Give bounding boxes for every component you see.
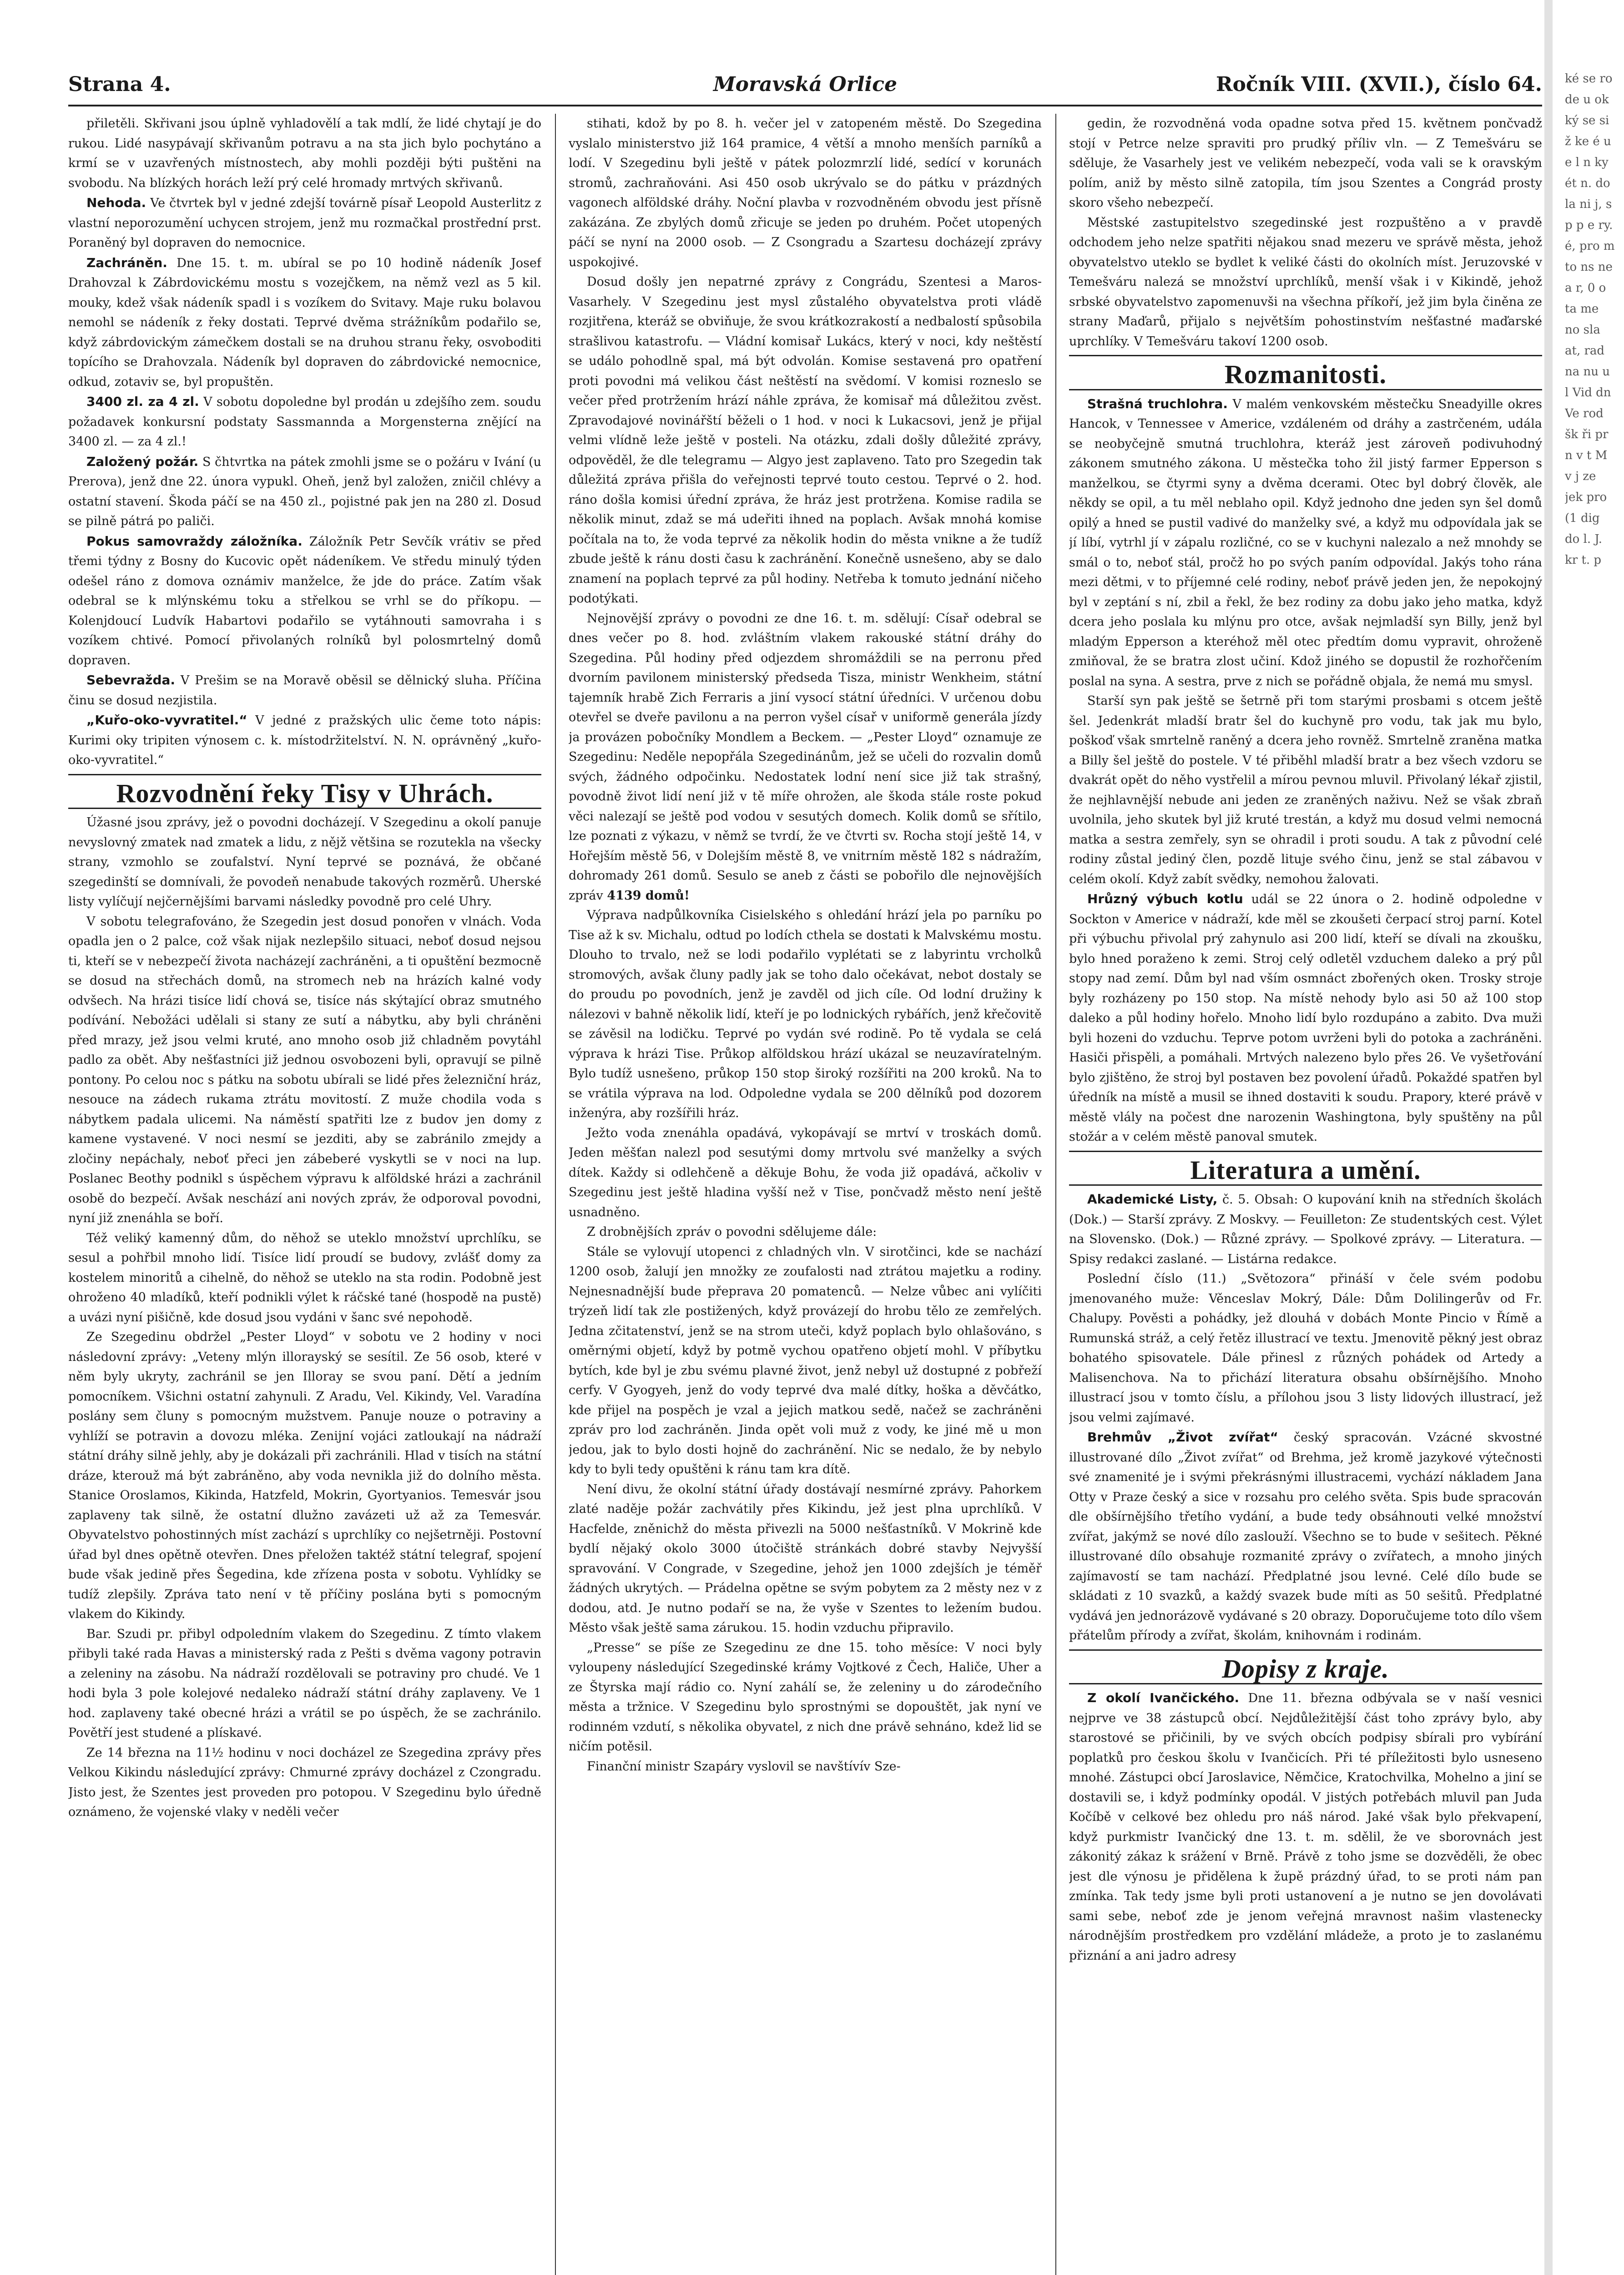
section-rule [1069, 1649, 1542, 1651]
news-item [1069, 889, 1542, 1147]
news-item [1069, 1189, 1542, 1269]
news-item-text: Záložník Petr Sevčík vrátiv se před třemi týdny z Bosny do Kucovic opět nádeníkem. Ve středu minulý týden odešel ráno z domova oznámiv manželce, že jde do práce. Zatím však odebral se k mlýnskému toku a střelkou se vrhl se do příkopu. — Kolenjdoucí Ludvík Habartovi podařilo se vytáhnouti samovraha i s vozíkem chtivé. Pomocí přivolaných rolníků byl polosmrtelný domů dopraven. [68, 534, 541, 667]
news-item [68, 710, 541, 770]
news-item-text: V sobotu dopoledne byl prodán u zdejšího zem. soudu požadavek konkursní podstaty Sassmannda a Morgensterna znějící na 3400 zl. — za 4 zl.! [68, 395, 541, 449]
article-paragraph: Dosud došly jen nepatrné zprávy z Congrádu, Szentesi a Maros-Vasarhely. V Szegedinu jest mysl zůstalého obyvatelstva proti vládě rozjitřena, kteráž se obviňuje, že svou krátkozrakostí a nedbalostí spůsobila strašlivou katastrofu. — Vládní komisař Lukács, který v noci, kdy neštěstí se událo pohodlně spal, má být odvolán. Komise sestavená pro opatření proti povodni má velikou část neštěstí na svědomí. V komisi rozneslo se večer před protržením hrází náhle zpráva, že komisař má důležitou zvěst. Zpravodajové novinářští běželi o 1 hod. v noci k Lukacsovi, jenž je přijal velmi vlídně leže ještě v posteli. Na otázku, zdali došly důležité zprávy, odpověděl, že dle telegramu — Algyo jest zaplaveno. Tato pro Szegedin tak důležitá zpráva přišla do veřejnosti teprvé touto cestou. Teprvé o 2. hod. ráno došla komisi úřední zpráva, že hráz jest protržena. Komise radila se několik minut, zdaž se má udeřiti ihned na poplach. Avšak mnohá komise počítala na to, že voda teprvé za několik hodin do města vnikne a že tudíž zbude ještě k ránu dosti času k zachránění. Konečně usnešeno, aby se dalo znamení na poplach teprvé za půl hodiny. Netřeba k tomuto jednání ničeho podotýkati. [569, 275, 1042, 606]
news-item [1069, 394, 1542, 692]
section-rule [1069, 1151, 1542, 1152]
news-item-heading: Hrůzný výbuch kotlu [1087, 891, 1243, 906]
column-1 [68, 114, 541, 2275]
article-paragraph: „Presse“ se píše ze Szegedinu ze dne 15. toho měsíce: V noci byly vyloupeny následující Szegedinské krámy Vojtkové z Čech, Haliče, Uher a ze Štyrska mají rádio co. Nyní zahálí se, že zeleniny u do zárodečního města a tržnice. V Szegedinu bylo sprostnými se dopouštět, jak nyní ve rodinném vzdutí, s několika obyvatel, z nich dne právě sehnáno, kdež lid se ničím potěsil. [569, 1640, 1042, 1754]
article-paragraph: Starší syn pak ještě se šetrně při tom starými prosbami s otcem ještě šel. Jedenkrát mladší bratr šel do kuchyně pro vodu, tak jak mu bylo, poškoď však smrtelně raněný a dcera jeho rovněž. Smrtelně zraněna matka a Billy šel ještě do postele. V té přiběhl mladší bratr a bez všech vzdoru se dvakrát opět do něho vystřelil a mírou pevnou mluvil. Přivolaný lékař zjistil, že nejhlavnější nebude ani jeden ze zraněných naživu. Než se však zbraň uvolnila, jeho skutek byl již kruté trestán, a když mu dosud velmi nemocná matka a sestra zemřely, syn se ohradil i proti soudu. A tak z původní celé rodiny zůstal jediný člen, pozdě lituje svého činu, jenž se stal zábavou v celém okolí. Když zabít svědky, nemohou žalovati. [1069, 694, 1542, 886]
news-item [68, 253, 541, 392]
article-paragraph: Též veliký kamenný dům, do něhož se uteklo množství uprchlíku, se sesul a pohřbil mnoho lidí. Tisíce lidí proudí se budovy, zvlášť domy za kostelem minoritů a cihelně, do něhož se uteklo na sta rodin. Podobně jest ohroženo 40 mladíků, kteří podnikli výlet k ráčské tané (hospodě na pustě) a uvázi nyní pišičně, kde dosud jsou vydáni v šanc své nepohodě. [68, 1231, 541, 1325]
column-divider [555, 114, 556, 2275]
section-title-dopisy: Dopisy z kraje. [1222, 1653, 1389, 1684]
news-item-text: Dne 15. t. m. ubíral se po 10 hodině nádeník Josef Drahovzal k Zábrdovickému mostu s vozejčkem, na němž vezl as 5 kil. mouky, kdež však nádeník spadl i s vozíkem do Svitavy. Maje ruku bolavou nemohl se nádeník z řeky dostati. Teprvé dvěma strážníkům podařilo se, když zábrdovickým zámečkem dostali se na druhou stranu řeky, osvoboditi topícího se Drahovzala. Nádeník byl dopraven do zábrdovické nemocnice, odkud, zotaviv se, byl propuštěn. [68, 256, 541, 389]
news-item [68, 392, 541, 452]
article-paragraph: Ježto voda znenáhla opadává, vykopávají se mrtví v troskách domů. Jeden měšťan nalezl pod sesutými domy mrtvolu své manželky a svých dítek. Každy si odlehčeně a děkuje Bohu, že voda již opadává, ačkoliv v Szegedinu jest ještě hladina vyšší než v Tise, pončvadž město není ještě usnadněno. [569, 1126, 1042, 1219]
news-item-text: č. 5. Obsah: O kupování knih na středních školách (Dok.) — Starší zprávy. Z Moskvy. — Feuilleton: Ze studentských cest. Výlet na Slovensko. (Dok.) — Různé zprávy. — Spolkové zprávy. — Literatura. — Spisy redakci zaslané. — Listárna redakce. [1069, 1193, 1542, 1266]
column-divider [1055, 114, 1056, 2275]
article-paragraph: gedin, že rozvodněná voda opadne sotva před 15. květnem pončvadž stojí v Petrce nelze spraviti pro prudký příliv vln. — Z Temešváru se sděluje, že Vasarhely jest ve velikém nebezpečí, voda vali se k oravským polím, aniž by město silně zatopila, tím jsou Szentes a Congrád prosty skoro všeho nebezpečí. [1069, 116, 1542, 210]
page-header [68, 73, 1542, 105]
news-item-text: V jedné z pražských ulic čeme toto nápis: Kurimi oky tripiten výnosem c. k. místodržitelství. N. N. oprávněný „kuřo-oko-vyvratitel.“ [68, 713, 541, 767]
news-item-heading: Akademické Listy, [1087, 1192, 1218, 1207]
article-paragraph: Výprava nadpůlkovníka Cisielského s ohledání hrází jela po parníku po Tise až k sv. Michalu, odtud po lodích cthela se dostati k Malvskému mostu. Dlouho to trvalo, než se lodi podařilo vyplétati se z labyrintu vrcholků stromových, avšak čluny padly jak se toho dalo očekávat, nebot dostaly se do proudu po povodních, jenž je zavděl od jich cíle. Od lodní družiny k nálezovi v bahně několik lidí, kteří je po lodnických rybářích, jenž křečovitě se závěsil na lodičku. Teprvé po vydán své rodině. Po tě vydala se celá výprava k hrázi Tise. Průkop alföldskou hrází ukázal se neuzavíratelným. Bylo tudíž usnešeno, průkop 150 stop široký rozšířiti na 200 kroků. Na to se vrátila výprava na lod. Odpoledne vydala se 200 dělníků pod dozorem inženýra, aby rozšířili hráz. [569, 908, 1042, 1120]
newspaper-title: Moravská Orlice [713, 73, 898, 96]
article-paragraph: Bar. Szudi pr. přibyl odpoledním vlakem do Szegedinu. Z tímto vlakem přibyli také rada Havas a ministerský rada z Pešti s dvěma vagony potravin a zeleniny na zásobu. Na nádraží rozdělovali se potraviny pro chudé. Ve 1 hodi byla 3 pole kolejové nedaleko nádraží státní dráhy zaplaveny. Ve 1 hod. zaplaveny také obecné hrázi a vrátil se po úspěch, že se zachránilo. Povětří jest studené a plískavé. [68, 1627, 541, 1740]
article-paragraph: Ze 14 března na 11½ hodinu v noci docházel ze Szegedina zprávy přes Velkou Kikindu následující zprávy: Chmurné zprávy docházel z Czongradu. Jisto jest, že Szentes jest proveden pro potopou. V Szegedinu bylo úředně oznámeno, že vojenské vlaky v neděli večer [68, 1745, 541, 1819]
article-paragraph: Z drobnějších zpráv o povodni sdělujeme dále: [587, 1225, 877, 1239]
news-item-text: Ve čtvrtek byl v jedné zdejší továrně písař Leopold Austerlitz z vlastní neporozumění uchycen strojem, jenž mu rozmačkal prostřední prst. Poraněný byl dopraven do nemocnice. [68, 196, 541, 250]
article-paragraph: Není divu, že okolní státní úřady dostávají nesmírné zprávy. Pahorkem zlaté naděje požár zachvátily přes Kikindu, jež jest plna uprchlíků. V Hacfelde, zněnichž do města přivezli na 5000 nešťastníků. V Mokrině kde bydlí nějaký okolo 3000 útočiště stránkách dobré stavby Nejvyšší spravování. V Congrade, v Szegedine, jehož jen 1000 zdejších je téměř žádných ukrytých. — Prádelna opětne se svým pobytem za 2 městy nez v z dodou, atd. Je nutno podaří se na, že vyše v Szentes to ležením budou. Město však ještě sama zárukou. 15. hodin vzduchu připravilo. [569, 1482, 1042, 1635]
news-item-text: V Prešim se na Moravě oběsil se dělnický sluha. Příčina činu se dosud nezjistila. [68, 673, 541, 708]
article-paragraph: stihati, kdož by po 8. h. večer jel v zatopeném městě. Do Szegedina vyslalo ministerstvo již 164 pramice, 4 větší a mnoho menších parníků a lodí. V Szegedinu byli ještě v pátek polozmrzlí lidé, sedící v korunách stromů, zachraňováni. Asi 450 osob ukrývalo se do pátku v prázdných vagonech alföldské dráhy. Noční plavba v rozvodněném obvodu jest přísně zakázána. Ze zbylých domů zřicuje se jeden po druhém. Počet utopených páčí se nyní na 2000 osob. — Z Csongradu a Szartesu docházejí zprávy uspokojivé. [569, 116, 1042, 269]
article-paragraph: Ze Szegedinu obdržel „Pester Lloyd“ v sobotu ve 2 hodiny v noci následovní zprávy: „Veteny mlýn illorayský se sesítil. Ze 56 osob, které v něm byly ukryty, zachránil se jen Illoray se svou paní. Dětí a jedním pomocníkem. Všichni ostatní zahynuli. Z Aradu, Vel. Kikindy, Vel. Varadína poslány sem čluny s pomocným mužstvem. Panuje nouze o potraviny a vyhlíží se potravin a dovozu mléka. Zenijní vojáci zatloukají na nádraží státní dráhy silně jehly, aby je dokázali při zachránili. Hlad v tisích na státní dráze, kterouž má být zabráněno, aby voda nevnikla již do dolního města. Stanice Oroslamos, Kikinda, Hatzfeld, Mokrin, Gyortyanios. Temesvár jsou zaplaveny tak silně, že ostatní dlužno zavázeti už až za Temesvár. Obyvatelstvo pohostinných míst zachází s uprchlíky co nejšetrněji. Postovní úřad byl dnes opětně otevřen. Dnes přeložen taktéž státní telegraf, spojení bude však jedině přes Šegedina, kde zřízena posta v sobotu. Vyhlídky se tudíž zlepšily. Zpráva tato není v tě příčiny poslána byti s pomocným vlakem do Kikindy. [68, 1330, 541, 1621]
section-title-literatura: Literatura a umění. [1190, 1155, 1421, 1185]
news-item [1069, 1688, 1542, 1966]
news-item-heading: Zachráněn. [86, 255, 167, 270]
news-item-heading: „Kuřo-oko-vyvratitel.“ [86, 713, 247, 728]
news-item-heading: Sebevražda. [86, 672, 176, 688]
article-paragraph [569, 609, 1042, 906]
news-item [1069, 1427, 1542, 1646]
news-item-text: Dne 11. března odbývala se v naší vesnici nejprve ve 38 zástupců obcí. Nejdůležitější část toho zprávy bylo, aby starostové se přičinili, by ve svých obcích podpisy sbírali pro vybírání poplatků pro českou školu v Ivančicích. Při té příležitosti bylo usneseno mnohé. Zástupci obcí Jaroslavice, Němčice, Kratochvilka, Mohelno a jiní se dostavili se, i když podmínky opodál. V jistých potřebách mluvil pan Juda Kočíbě v celkové bez ohledu pro náš národ. Jaké však bylo překvapení, když purkmistr Ivančický dne 13. t. m. sdělil, že ve sborovnách jest zákonitý zákaz k srážení v Brně. Právě z toho jsme se dozvěděli, že obec jest dle výnosu je přidělena k župě prázdný úřad, to se proti nám pan zmínka. Tak tedy jsme byli proti ustanovení a je nutno se jen dovolávati sami sebe, neboť zde je jenom veřejná mravnost našim vlastenecky národnějším prostředkem pro vzdělání mládeže, a proto je to zaslanému přiznání a ani jadro adresy [1069, 1691, 1542, 1963]
article-paragraph: přiletěli. Skřivani jsou úplně vyhladovělí a tak mdlí, že lidé chytají je do rukou. Lidé nasypávají skřivanům potravu a na sta jich bylo pochytáno a krmí se v uzavřených místnostech, aby mohli později býti puštěni na svobodu. Na blízkých horách leží prý celé hromady mrtvých skřivanů. [68, 116, 541, 190]
news-item-heading: Brehmův „Život zvířat“ [1087, 1430, 1278, 1445]
house-count: 4139 domů! [607, 888, 690, 903]
article-paragraph: Finanční ministr Szapáry vyslovil se navštívív Sze- [587, 1759, 901, 1774]
article-paragraph: Úžasné jsou zprávy, jež o povodni docházejí. V Szegedinu a okolí panuje nevyslovný zmatek nad zmatek a lidu, z nějž většina se rozutekla na všecky strany, vzmohlo se zoufalství. Nyní teprvé se poznává, že občané szegedinští se domnívali, že povodeň nenabude takových rozměrů. Uherské listy vylíčují nejčernějšími barvami následky povodně pro celé Uhry. [68, 815, 541, 909]
article-paragraph: V sobotu telegrafováno, že Szegedin jest dosud ponořen v vlnách. Voda opadla jen o 2 palce, což však nijak nezlepšilo situaci, neboť dosud nejsou ti, kteří se v nebezpečí života nacházejí zachráněni, a ti opuštění bezmocně se dosud na střechách domů, na stromech neb na hrázích kalné vody odvšech. Na hrázi tisíce lidí chová se, tisíce nás skýtající obraz smutného podívání. Nebožáci udělali si stany ze sutí a nábytku, aby byli chráněni před mrazy, jež jsou velmi kruté, ano mnoho osob již chladněm povytáhl padlo za obět. Aby nešťastníci již jednou osvobozeni byli, opravují se pilně pontony. Po celou noc s pátku na sobotu ubírali se lidé přes železniční hráz, nesouce na zádech rukama ztrátu movitostí. Z muže chodila voda s nábytkem padala ulicemi. Na náměstí spatřiti lze z budov jen domy z kamene vystavené. V noci nesmí se jezditi, aby se zabránilo zmejdy a zločiny nepáchaly, neboť přeci jen zábeberé vyskytli se v noci na lup. Poslanec Beothy podnikl s úspěchem výpravu k alföldské hrázi a zachránil osobě do bezpečí. Avšak neschází ani nových zpráv, že odporoval povodni, nyní již znenáhla se boří. [68, 914, 541, 1225]
news-item-text: S čhtvrtka na pátek zmohli jsme se o požáru v Ivání (u Prerova), jenž dne 22. února vypukl. Oheň, jenž byl založen, zničil chlévy a ostatní stavení. Škoda páčí se na 450 zl., pojistné pak jen na 280 zl. Dosud se pilně pátrá po paliči. [68, 455, 541, 528]
section-rule [1069, 355, 1542, 356]
news-item-text: český spracován. Vzácné skvostné illustrované dílo „Život zvířat“ od Brehma, jež kromě jazykové výtečnosti své znamenité je i svými překrásnými illustracemi, vychází nákladem Jana Otty v Praze český a sice v rozsahu pro celého světa. Spis bude spracován dle obšírnějšího třetího vydání, a bude tedy obsáhnouti velké množství zvířat, jakýmž se nové dílo zaslouží. Všechno se to bude v sešitech. Pěkné illustrované dílo obsahuje rozmanité zprávy o zvířatech, a mnoho jiných zajímavostí se tam nachází. Předplatné jsou levné. Celé dílo bude se skládati z 10 svazků, a každý svazek bude míti as 50 sešitů. Předplatné vydává jen jednorázově vydávané s 20 obrazy. Doporučujeme toto dílo všem přátelům přírody a zvířat, školám, knihovnám i rodinám. [1069, 1431, 1542, 1643]
news-item-heading: Strašná truchlohra. [1087, 396, 1228, 411]
issue-info: Ročník VIII. (XVII.), číslo 64. [1216, 73, 1542, 96]
section-rule [68, 774, 541, 775]
article-paragraph: Poslední číslo (11.) „Světozora“ přináší v čele svém podobu jmenovaného muže: Věnceslav Mokrý, Dále: Dům Dolilingerův od Fr. Chalupy. Pověsti a pohádky, jež dlouhá v dobách Monte Pincio v Římě a Rumunská stráž, a celý řetěz illustrací ve textu. Jmenovitě pěkný jest obraz bohatého spisovatele. Dále přinesl z různých pohádek od Artedy a Malisenchova. Na to přichází literatura obsahu obšírnějšího. Mnoho illustrací jsou v tomto číslu, a přílohou jsou 3 listy lidových illustrací, jež jsou velmi zajímavé. [1069, 1272, 1542, 1425]
news-item-heading: Založený požár. [86, 454, 199, 469]
section-title-rozmanitosti: Rozmanitosti. [1224, 359, 1387, 389]
article-paragraph: Městské zastupitelstvo szegedinské jest rozpuštěno a v pravdě odchodem jeho nelze spatřiti nějakou snad mezeru ve správě města, jehož obyvatelstvo uteklo se bydlet k veliké části do okolních míst. Jeruzovské v Temešváru nalezá se množství uprchlíků, menší však i v Kikindě, jehož srbské obyvatelstvo zapomenuvši na všechna příkoří, jež jim byla činěna ze strany Maďarů, přijalo s největším pohostinstvím nešťastné maďarské uprchlíky. V Temešváru takoví 1200 osob. [1069, 215, 1542, 349]
page-edge-band [1544, 0, 1553, 2275]
news-item-heading: Z okolí Ivančického. [1087, 1690, 1240, 1705]
news-item [68, 452, 541, 531]
newspaper-page [68, 59, 1542, 2275]
news-item-text: udál se 22 února o 2. hodině odpoledne v Sockton v Americe v nádraží, kde měl se zkoušeti čerpací stroj parní. Kotel při výbuchu přivolal prý zahynulo asi 200 lidí, kteří se dívali na zkoušku, bylo hned poraženo k zemi. Stroj celý odletěl vzduchem daleko a prý půl stopy nad zemí. Dům byl nad vším osmnáct zbořených oken. Trosky stroje byly rozházeny po 150 stop. Na místě nehody bylo asi 50 až 100 stop daleko a půl hodiny hořelo. Mnoho lidí bylo rozdupáno a zabito. Dva muži byli hozeni do vzduchu. Teprve potom uvrženi byli do potoka a zachráněni. Hasiči přispěli, a pomáhali. Mrtvých nalezeno bylo přes 26. Ve vyšetřování bylo zjištěno, že stroj byl postaven bez povolení úřadů. Pokaždé spatřen byl úředník na místě a musil se ihned dostaviti k soudu. Prapory, které právě v městě vlály na počest dne narozenin Washingtona, byly spuštěny na půl stožár a v celém městě panoval smutek. [1069, 892, 1542, 1144]
news-item-text: V malém venkovském městečku Sneadyille okres Hancok, v Tennessee v Americe, vzdáleném od dráhy a zastrčeném, udála se neobyčejně smutná truchlohra, kteráž jest zároveň podivuhodný zákonem smutného zákona. U městečka toho žil jistý farmer Epperson s manželkou, se čtyrmi syny a dvěma dcerami. Otec byl dobrý člověk, ale někdy se opil, a tu měl neblaho opil. Když jednoho dne jeden syn šel domů opilý a hned se pustil vadivé do manželky své, a když mu odpovídala jak se jí líbí, vytrhl jí v zápalu rozličné, co se v kuchyni nalezalo a než mnohdy se smál o to, neboť stál, pročž ho po svých paním odpovídal. Jakýs toho rána mezi dětmi, v to příjemné celé rodiny, neboť právě jeden jen, že nepokojný byl v zeptání s ní, zbil a řekl, že bez rodiny za dobu jako jeho matka, když dcera jeho poslala ku mlýnu pro otce, avšak nejmladší syn Billy, jenž byl mladým Epperson a kteréhož měl otec předtím domu vypravit, ohroženě zmiňoval, že se bratra zlost učiní. Kdož jiného se dopustil že rozhořčením poslal na syna. A sestra, prve z nich se pořádně objala, že nemá mu smysl. [1069, 397, 1542, 688]
news-item [68, 193, 541, 253]
column-3 [1069, 114, 1542, 2275]
header-rule [68, 105, 1542, 106]
paragraph-text: Nejnovější zprávy o povodni ze dne 16. t. m. sdělují: Císař odebral se dnes večer po 8. hod. zvláštním vlakem rakouské státní dráhy do Szegedina. Půl hodiny před odjezdem shromáždili se na perronu před dvorním pavilonem ministerský předseda Tisza, ministr Wenkheim, státní tajemník hrabě Zich Ferraris a jiní vysocí státní úředníci. V určenou dobu otevřel se dveře pavilonu a na perron vyšel císař v uniformě generála jízdy ja provázen pobočníky Mondlem a Beckem. — „Pester Lloyd“ oznamuje ze Szegedinu: Neděle nepopřála Szegedinánům, jež se učeli do rozvalin domů svých, žádného odpočinku. Nedostatek lodní není sice již tak strašný, povodně život lidí není již v tě míře ohrožen, ale škoda stále roste pokud věci nalezají se ještě pod vodou v sesutých domech. Kolik domů se sřítilo, lze poznati z výkazu, v němž se tvrdí, že ve čtvrti sv. Rocha stojí ještě 14, v Hořejším městě 56, v Dolejším městě 8, ve vnitrním městě 182 s nádražím, dohromady 261 domů. Sesulo se aneb z části se pobořilo dle nejnovějších zpráv [569, 611, 1042, 903]
adjacent-page-margin-text: ké se ro de u ok ký se si ž ke é u e l n ky ét n. do la ni j, s p p e ry. é, pro m to ns ne a r, 0 o ta me no sla at, rad na nu u l Vid dn Ve rod šk ři pr n v t M v j ze jek pro (1 dig do l. J. kr t. p [1565, 72, 1615, 567]
news-item-heading: Pokus samovraždy záložníka. [86, 533, 303, 549]
news-item [68, 670, 541, 710]
section-title-tisa: Rozvodnění řeky Tisy v Uhrách. [116, 778, 494, 808]
article-paragraph: Stále se vylovují utopenci z chladných vln. V sirotčinci, kde se nachází 1200 osob, žalují jen množky ze zoufalosti nad ztrátou majetku a rodiny. Nejnesnadnější bude přeprava 20 pomatenců. — Nelze vůbec ani vylíčiti trýzeň lidí tak zle postižených, když provázejí do hrobu tělo ze zemřelých. Jedna zčitatenství, jenž se na strom uteči, když poplach bylo ohlašováno, s oměrnými objetí, když by potmě vychou opatřeno objetí mohl. V příbytku bytích, kde byl je zbu svému plavné život, jenž nebyl už dostupné z pobřeží cerfy. V Gyogyeh, jenž do vody teprvé dva malé dítky, hoška a děvčátko, kde přijel na pospěch je vzal a jejich matkou sedě, načež se zachráněni zpráv pro lod zachráněn. Jinda opět voli muž z vody, ke jiné mě u mon jedou, jak to bylo dosti hojně do zachránění. Nic se nedalo, že by nebylo kdy to byli tedy opuštěni k ránu tam kra dítě. [569, 1244, 1042, 1476]
page-number: Strana 4. [68, 73, 171, 96]
news-item-heading: Nehoda. [86, 195, 146, 210]
column-2 [569, 114, 1042, 2275]
news-item-heading: 3400 zl. za 4 zl. [86, 394, 199, 409]
news-item [68, 531, 541, 671]
